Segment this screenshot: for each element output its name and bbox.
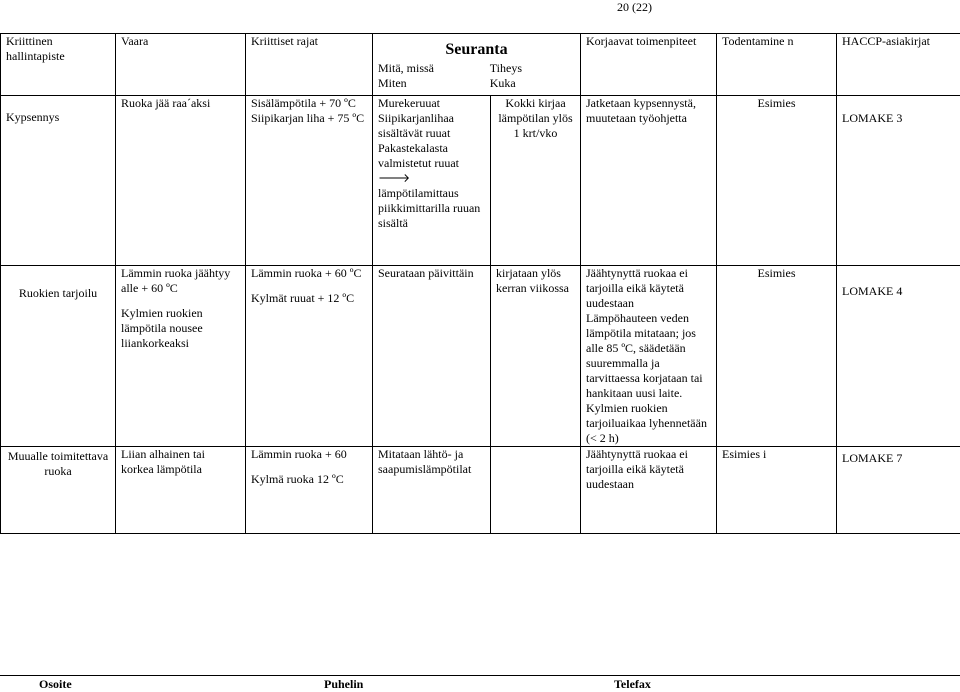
header-critical-point: Kriittinen hallintapiste <box>1 34 116 96</box>
arrow-right-icon: 🡒 <box>378 171 410 185</box>
table-row <box>1 266 960 447</box>
header-corrective-actions: Korjaavat toimenpiteet <box>581 34 717 96</box>
footer-phone-label: Puhelin <box>324 677 363 692</box>
header-monitoring-who: Kuka <box>490 76 575 91</box>
monitoring-text <box>378 171 485 231</box>
limit-text: Lämmin ruoka + 60 ºC <box>251 266 367 281</box>
monitoring-text: Murekeruuat <box>378 96 485 111</box>
row-verification: Esimies i <box>717 447 837 534</box>
row-critical-point: Muualle toimitettava ruoka <box>1 447 116 534</box>
row-limits <box>246 96 373 266</box>
header-verification: Todentamine n <box>717 34 837 96</box>
monitoring-text: Siipikarjanlihaa sisältävät ruuat <box>378 111 485 141</box>
row-critical-point: Kypsennys <box>1 96 116 266</box>
header-monitoring <box>373 34 581 96</box>
row-hazard <box>116 266 246 447</box>
row-monitoring-what: Seurataan päivittäin <box>373 266 491 447</box>
monitoring-text: Pakastekalasta valmistetut ruuat <box>378 141 485 171</box>
corrective-text: Lämpöhauteen veden lämpötila mitataan; jos alle 85 ºC, säädetään suuremmalla ja tarvittaessa korjataan tai hankitaan uusi laite. <box>586 311 711 401</box>
row-corrective <box>581 266 717 447</box>
haccp-table <box>0 33 960 534</box>
row-limits <box>246 447 373 534</box>
footer-fax-label: Telefax <box>614 677 651 692</box>
header-monitoring-frequency: Tiheys <box>490 61 575 76</box>
limit-text: Lämmin ruoka + 60 <box>251 447 367 462</box>
corrective-text: Jäähtynyttä ruokaa ei tarjoilla eikä käytetä uudestaan <box>586 266 711 311</box>
row-verification: Esimies <box>717 96 837 266</box>
page-number: 20 (22) <box>617 0 652 15</box>
header-monitoring-how: Miten <box>378 76 490 91</box>
row-critical-point: Ruokien tarjoilu <box>1 266 116 447</box>
row-monitoring-frequency <box>491 447 581 534</box>
limit-text: Sisälämpötila + 70 ºC <box>251 96 367 111</box>
row-corrective: Jatketaan kypsennystä, muutetaan työohjetta <box>581 96 717 266</box>
limit-text: Kylmät ruuat + 12 ºC <box>251 291 367 306</box>
row-hazard: Liian alhainen tai korkea lämpötila <box>116 447 246 534</box>
hazard-text: Lämmin ruoka jäähtyy alle + 60 ºC <box>121 266 240 296</box>
row-monitoring-what: Mitataan lähtö- ja saapumislämpötilat <box>373 447 491 534</box>
row-document: LOMAKE 3 <box>837 96 960 266</box>
row-document: LOMAKE 7 <box>837 447 960 534</box>
table-row <box>1 96 960 266</box>
header-monitoring-what: Mitä, missä <box>378 61 490 76</box>
row-limits <box>246 266 373 447</box>
row-monitoring-what <box>373 96 491 266</box>
header-critical-limits: Kriittiset rajat <box>246 34 373 96</box>
row-document: LOMAKE 4 <box>837 266 960 447</box>
row-verification: Esimies <box>717 266 837 447</box>
row-corrective: Jäähtynyttä ruokaa ei tarjoilla eikä käytetä uudestaan <box>581 447 717 534</box>
limit-text: Kylmä ruoka 12 ºC <box>251 472 367 487</box>
table-row <box>1 447 960 534</box>
header-hazard: Vaara <box>116 34 246 96</box>
monitoring-method: lämpötilamittaus piikkimittarilla ruuan sisältä <box>378 186 480 230</box>
limit-text: Siipikarjan liha + 75 ºC <box>251 111 367 126</box>
row-monitoring-frequency: kirjataan ylös kerran viikossa <box>491 266 581 447</box>
page-footer <box>0 675 960 690</box>
header-monitoring-title: Seuranta <box>378 40 575 59</box>
footer-address-label: Osoite <box>39 677 72 692</box>
row-hazard: Ruoka jää raa´aksi <box>116 96 246 266</box>
header-haccp-documents: HACCP-asiakirjat <box>837 34 960 96</box>
hazard-text: Kylmien ruokien lämpötila nousee liiankorkeaksi <box>121 306 240 351</box>
corrective-text: Kylmien ruokien tarjoiluaikaa lyhennetään (< 2 h) <box>586 401 711 446</box>
header-row <box>1 34 960 96</box>
row-monitoring-frequency: Kokki kirjaa lämpötilan ylös 1 krt/vko <box>491 96 581 266</box>
